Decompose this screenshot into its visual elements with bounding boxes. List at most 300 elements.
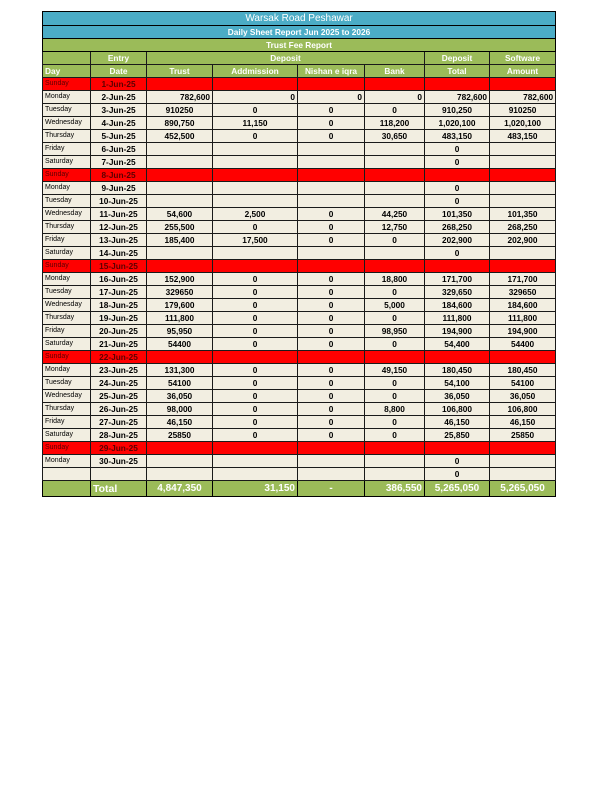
cell-total: 54,100 [425,377,490,390]
cell-bank: 0 [365,390,425,403]
cell-nishan [298,260,365,273]
cell-admission: 0 [213,286,298,299]
cell-day: Monday [43,182,91,195]
table-row [43,312,556,325]
cell-admission: 0 [213,429,298,442]
cell-admission: 0 [213,338,298,351]
cell-total: 202,900 [425,234,490,247]
cell-total: 36,050 [425,390,490,403]
cell-software [490,78,556,91]
cell-total: 111,800 [425,312,490,325]
cell-total: 0 [425,468,490,481]
cell-total: 0 [425,143,490,156]
cell-day: Friday [43,325,91,338]
cell-bank: 12,750 [365,221,425,234]
cell-bank: 118,200 [365,117,425,130]
cell-nishan: 0 [298,273,365,286]
cell-bank [365,169,425,182]
cell-software: 171,700 [490,273,556,286]
cell-software: 483,150 [490,130,556,143]
cell-admission: 11,150 [213,117,298,130]
cell-nishan: 0 [298,221,365,234]
cell-admission [213,156,298,169]
cell-total: 25,850 [425,429,490,442]
header-blank [43,52,91,65]
cell-day: Friday [43,143,91,156]
cell-nishan [298,169,365,182]
cell-admission [213,455,298,468]
cell-bank: 0 [365,312,425,325]
cell-nishan: 0 [298,208,365,221]
cell-admission: 0 [213,91,298,104]
table-row [43,364,556,377]
cell-trust: 910250 [147,104,213,117]
cell-trust [147,260,213,273]
cell-date: 27-Jun-25 [91,416,147,429]
cell-date: 8-Jun-25 [91,169,147,182]
cell-date [91,468,147,481]
table-row [43,221,556,234]
header-date: Date [91,65,147,78]
cell-admission: 0 [213,364,298,377]
cell-admission: 0 [213,273,298,286]
cell-date: 11-Jun-25 [91,208,147,221]
cell-nishan: 0 [298,286,365,299]
cell-nishan: 0 [298,130,365,143]
cell-software: 101,350 [490,208,556,221]
header-entry: Entry [91,52,147,65]
table-row [43,377,556,390]
cell-date: 19-Jun-25 [91,312,147,325]
cell-bank: 18,800 [365,273,425,286]
cell-bank: 0 [365,416,425,429]
cell-day: Saturday [43,156,91,169]
sunday-row [43,169,556,182]
totals-blank [43,481,91,497]
cell-date: 1-Jun-25 [91,78,147,91]
cell-admission: 17,500 [213,234,298,247]
cell-nishan: 0 [298,234,365,247]
cell-nishan: 0 [298,416,365,429]
cell-nishan [298,247,365,260]
cell-day: Tuesday [43,195,91,208]
header-bank: Bank [365,65,425,78]
cell-trust: 179,600 [147,299,213,312]
cell-trust: 131,300 [147,364,213,377]
cell-day: Monday [43,91,91,104]
cell-trust: 95,950 [147,325,213,338]
cell-bank [365,351,425,364]
cell-admission: 0 [213,403,298,416]
trust-fee-report-sheet [42,11,555,497]
cell-total: 782,600 [425,91,490,104]
cell-nishan: 0 [298,104,365,117]
cell-software [490,247,556,260]
sunday-row [43,260,556,273]
cell-day: Wednesday [43,117,91,130]
cell-total: 1,020,100 [425,117,490,130]
cell-trust: 54400 [147,338,213,351]
cell-total: 194,900 [425,325,490,338]
cell-total: 0 [425,195,490,208]
cell-software: 54100 [490,377,556,390]
cell-software [490,351,556,364]
totals-trust: 4,847,350 [147,481,213,497]
header-deposit-group: Deposit [147,52,425,65]
cell-nishan [298,468,365,481]
header-amount: Amount [490,65,556,78]
cell-software: 111,800 [490,312,556,325]
cell-trust: 46,150 [147,416,213,429]
cell-admission [213,442,298,455]
cell-date: 5-Jun-25 [91,130,147,143]
cell-bank: 44,250 [365,208,425,221]
cell-day: Saturday [43,338,91,351]
cell-software: 180,450 [490,364,556,377]
cell-trust [147,182,213,195]
totals-bank: 386,550 [365,481,425,497]
cell-nishan: 0 [298,377,365,390]
cell-day: Thursday [43,221,91,234]
cell-nishan [298,156,365,169]
table-row [43,195,556,208]
cell-software [490,455,556,468]
cell-trust [147,351,213,364]
header-trust: Trust [147,65,213,78]
cell-total: 101,350 [425,208,490,221]
cell-day: Saturday [43,247,91,260]
cell-total [425,78,490,91]
cell-day: Wednesday [43,208,91,221]
cell-trust: 54,600 [147,208,213,221]
cell-software [490,143,556,156]
table-row [43,390,556,403]
cell-software: 106,800 [490,403,556,416]
cell-software: 36,050 [490,390,556,403]
cell-date: 24-Jun-25 [91,377,147,390]
cell-bank: 0 [365,286,425,299]
cell-date: 4-Jun-25 [91,117,147,130]
table-row [43,416,556,429]
cell-software: 1,020,100 [490,117,556,130]
report-body [43,78,556,481]
cell-date: 28-Jun-25 [91,429,147,442]
report-name-row [43,39,556,52]
cell-day: Tuesday [43,377,91,390]
cell-total: 171,700 [425,273,490,286]
table-row [43,143,556,156]
cell-nishan: 0 [298,117,365,130]
cell-date: 13-Jun-25 [91,234,147,247]
table-row [43,286,556,299]
cell-bank: 0 [365,91,425,104]
cell-total: 0 [425,455,490,468]
cell-day: Sunday [43,169,91,182]
cell-software [490,169,556,182]
cell-nishan [298,442,365,455]
cell-admission [213,468,298,481]
table-row [43,182,556,195]
cell-admission: 0 [213,312,298,325]
table-row [43,104,556,117]
cell-bank [365,195,425,208]
cell-total [425,351,490,364]
cell-admission [213,143,298,156]
cell-date: 26-Jun-25 [91,403,147,416]
cell-trust: 782,600 [147,91,213,104]
report-table [42,11,556,497]
cell-software: 25850 [490,429,556,442]
cell-total [425,169,490,182]
cell-admission: 0 [213,377,298,390]
cell-day: Thursday [43,130,91,143]
header-row-2 [43,65,556,78]
subtitle-row [43,26,556,39]
header-software: Software [490,52,556,65]
cell-admission [213,182,298,195]
cell-total: 483,150 [425,130,490,143]
table-row [43,247,556,260]
cell-total: 0 [425,156,490,169]
cell-bank [365,455,425,468]
cell-software [490,442,556,455]
totals-label: Total [91,481,147,497]
table-row [43,156,556,169]
header-admission: Addmission [213,65,298,78]
cell-bank [365,442,425,455]
cell-trust: 54100 [147,377,213,390]
table-row [43,117,556,130]
cell-bank [365,156,425,169]
cell-bank: 0 [365,429,425,442]
cell-bank: 0 [365,377,425,390]
cell-bank: 5,000 [365,299,425,312]
header-deposit: Deposit [425,52,490,65]
cell-trust [147,455,213,468]
cell-software: 782,600 [490,91,556,104]
cell-date: 15-Jun-25 [91,260,147,273]
cell-bank: 8,800 [365,403,425,416]
cell-day: Friday [43,234,91,247]
cell-software [490,468,556,481]
cell-trust: 329650 [147,286,213,299]
cell-software: 910250 [490,104,556,117]
cell-bank: 0 [365,234,425,247]
cell-nishan: 0 [298,338,365,351]
cell-nishan: 0 [298,312,365,325]
cell-trust: 36,050 [147,390,213,403]
cell-admission: 0 [213,104,298,117]
totals-software: 5,265,050 [490,481,556,497]
cell-date: 29-Jun-25 [91,442,147,455]
cell-trust [147,156,213,169]
sunday-row [43,78,556,91]
cell-day: Tuesday [43,286,91,299]
cell-date: 7-Jun-25 [91,156,147,169]
cell-admission [213,169,298,182]
cell-bank [365,247,425,260]
cell-trust [147,468,213,481]
cell-date: 16-Jun-25 [91,273,147,286]
cell-nishan [298,143,365,156]
cell-day: Friday [43,416,91,429]
cell-software: 202,900 [490,234,556,247]
cell-software: 54400 [490,338,556,351]
cell-day: Wednesday [43,390,91,403]
cell-trust: 111,800 [147,312,213,325]
cell-bank: 98,950 [365,325,425,338]
cell-nishan [298,351,365,364]
cell-total [425,442,490,455]
totals-row [43,481,556,497]
report-name: Trust Fee Report [43,39,556,52]
cell-nishan: 0 [298,91,365,104]
cell-software: 184,600 [490,299,556,312]
table-row [43,455,556,468]
cell-trust [147,143,213,156]
cell-admission [213,247,298,260]
cell-bank: 0 [365,104,425,117]
cell-bank: 30,650 [365,130,425,143]
cell-day [43,468,91,481]
table-row [43,325,556,338]
cell-day: Sunday [43,260,91,273]
totals-total: 5,265,050 [425,481,490,497]
cell-software: 46,150 [490,416,556,429]
cell-day: Thursday [43,312,91,325]
cell-trust: 255,500 [147,221,213,234]
report-title: Warsak Road Peshawar [43,12,556,26]
cell-day: Monday [43,455,91,468]
cell-software: 268,250 [490,221,556,234]
cell-admission: 0 [213,390,298,403]
cell-admission: 0 [213,416,298,429]
sunday-row [43,442,556,455]
cell-total: 329,650 [425,286,490,299]
totals-admission: 31,150 [213,481,298,497]
cell-date: 2-Jun-25 [91,91,147,104]
cell-software: 194,900 [490,325,556,338]
cell-bank: 49,150 [365,364,425,377]
cell-total [425,260,490,273]
cell-nishan [298,195,365,208]
cell-software: 329650 [490,286,556,299]
cell-total: 910,250 [425,104,490,117]
cell-total: 54,400 [425,338,490,351]
report-subtitle: Daily Sheet Report Jun 2025 to 2026 [43,26,556,39]
cell-day: Sunday [43,78,91,91]
cell-date: 12-Jun-25 [91,221,147,234]
cell-date: 9-Jun-25 [91,182,147,195]
cell-trust [147,169,213,182]
cell-nishan [298,182,365,195]
cell-nishan: 0 [298,429,365,442]
cell-day: Wednesday [43,299,91,312]
cell-date: 30-Jun-25 [91,455,147,468]
cell-software [490,156,556,169]
cell-date: 6-Jun-25 [91,143,147,156]
cell-nishan: 0 [298,325,365,338]
cell-trust: 185,400 [147,234,213,247]
table-row [43,338,556,351]
cell-admission [213,78,298,91]
cell-date: 14-Jun-25 [91,247,147,260]
cell-software [490,260,556,273]
cell-date: 10-Jun-25 [91,195,147,208]
cell-total: 0 [425,247,490,260]
cell-date: 22-Jun-25 [91,351,147,364]
cell-admission: 0 [213,221,298,234]
cell-trust: 452,500 [147,130,213,143]
cell-nishan [298,78,365,91]
cell-date: 18-Jun-25 [91,299,147,312]
table-row [43,234,556,247]
cell-day: Saturday [43,429,91,442]
cell-nishan: 0 [298,299,365,312]
cell-date: 20-Jun-25 [91,325,147,338]
cell-total: 46,150 [425,416,490,429]
cell-admission: 0 [213,325,298,338]
cell-nishan [298,455,365,468]
cell-bank [365,182,425,195]
cell-date: 3-Jun-25 [91,104,147,117]
table-row [43,299,556,312]
cell-admission [213,195,298,208]
cell-nishan: 0 [298,390,365,403]
cell-day: Sunday [43,442,91,455]
cell-bank [365,260,425,273]
cell-admission: 2,500 [213,208,298,221]
cell-trust [147,195,213,208]
table-row [43,130,556,143]
cell-bank: 0 [365,338,425,351]
cell-total: 184,600 [425,299,490,312]
cell-admission [213,260,298,273]
sunday-row [43,351,556,364]
cell-date: 23-Jun-25 [91,364,147,377]
cell-bank [365,468,425,481]
cell-day: Monday [43,273,91,286]
totals-nishan: - [298,481,365,497]
cell-total: 106,800 [425,403,490,416]
cell-trust [147,442,213,455]
cell-nishan: 0 [298,403,365,416]
cell-bank [365,78,425,91]
table-row [43,208,556,221]
cell-trust: 25850 [147,429,213,442]
cell-admission: 0 [213,299,298,312]
table-row [43,468,556,481]
cell-admission [213,351,298,364]
header-nishan: Nishan e iqra [298,65,365,78]
cell-nishan: 0 [298,364,365,377]
header-row-1 [43,52,556,65]
cell-software [490,195,556,208]
cell-trust [147,78,213,91]
cell-day: Monday [43,364,91,377]
cell-total: 0 [425,182,490,195]
cell-total: 180,450 [425,364,490,377]
cell-trust: 152,900 [147,273,213,286]
cell-admission: 0 [213,130,298,143]
table-row [43,429,556,442]
cell-day: Sunday [43,351,91,364]
cell-day: Thursday [43,403,91,416]
table-row [43,91,556,104]
table-row [43,273,556,286]
cell-date: 17-Jun-25 [91,286,147,299]
cell-trust: 98,000 [147,403,213,416]
